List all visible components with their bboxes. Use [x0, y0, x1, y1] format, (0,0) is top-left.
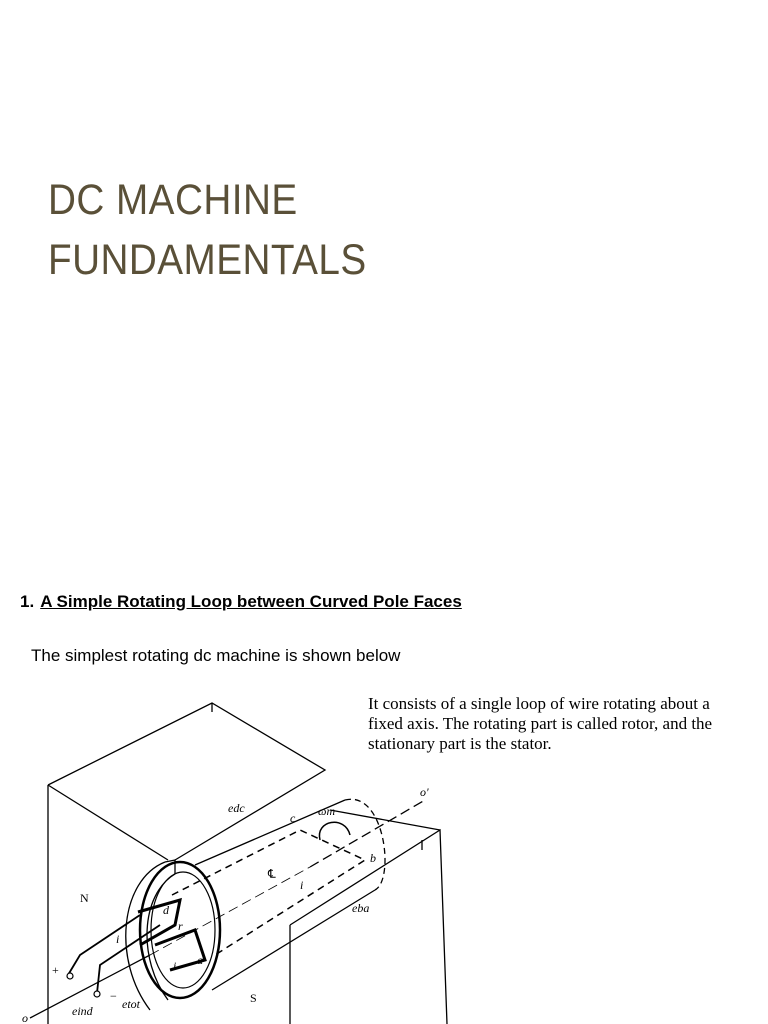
minus-terminal-label: − — [110, 989, 117, 1003]
current-label-1: i — [116, 932, 120, 946]
point-d-label: d — [163, 903, 169, 917]
e-ba-label: eba — [352, 901, 370, 915]
plus-terminal-label: + — [52, 963, 59, 977]
north-pole-label: N — [80, 891, 89, 905]
south-pole-label: S — [250, 991, 257, 1005]
e-ind-label: eind — [72, 1004, 93, 1018]
title-line-2: FUNDAMENTALS — [48, 236, 367, 284]
current-label-2: i — [173, 959, 177, 973]
section-number: 1. — [20, 592, 35, 611]
section-heading-text: A Simple Rotating Loop between Curved Pole Faces — [40, 592, 462, 611]
section-heading — [20, 592, 462, 612]
title-line-1: DC MACHINE — [48, 176, 298, 224]
axis-start-label: o — [22, 1011, 28, 1024]
description-line-2: fixed axis. The rotating part is called rotor, and the — [368, 714, 713, 733]
axis-end-label: o' — [420, 785, 429, 799]
page-title — [48, 170, 367, 290]
point-c-label: c — [290, 811, 296, 825]
point-a-label: a — [197, 953, 203, 967]
omega-label: ωm — [318, 804, 336, 818]
description-line-3: stationary part is the stator. — [368, 734, 552, 753]
intro-text: The simplest rotating dc machine is shown below — [31, 646, 401, 665]
rotating-loop-figure — [0, 690, 480, 1024]
point-b-label: b — [370, 851, 376, 865]
e-tot-label: etot — [122, 997, 140, 1011]
description-line-1: It consists of a single loop of wire rotating about a — [368, 694, 710, 713]
radius-label: r — [178, 919, 183, 933]
centerline-label: ℄ — [268, 867, 276, 881]
e-dc-label: edc — [228, 801, 245, 815]
current-label-3: i — [300, 878, 304, 892]
